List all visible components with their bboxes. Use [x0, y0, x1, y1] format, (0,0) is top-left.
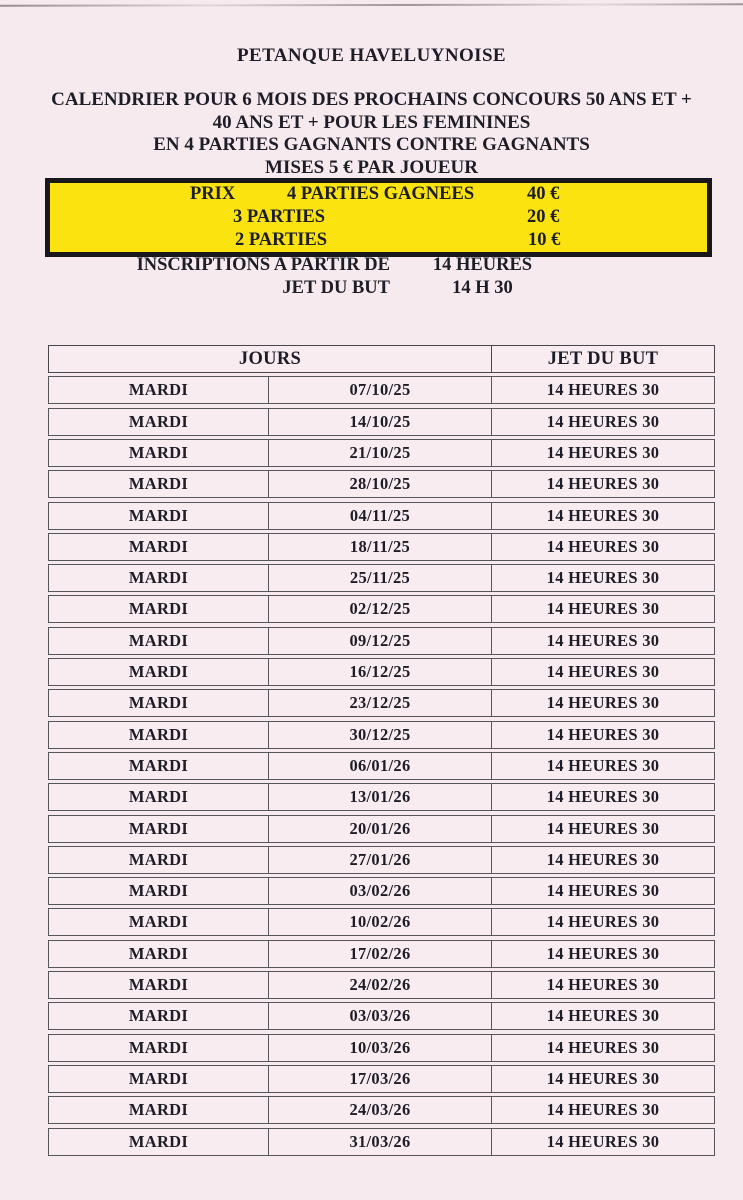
schedule-date: 23/12/25 [269, 690, 492, 716]
schedule-date: 17/03/26 [269, 1066, 492, 1092]
intro-line: 40 ANS ET + POUR LES FEMININES [212, 111, 531, 133]
table-row [48, 908, 715, 936]
prize-amount: 10 € [528, 230, 561, 250]
intro-line: MISES 5 € PAR JOUEUR [265, 156, 478, 178]
schedule-date: 10/03/26 [269, 1035, 492, 1061]
schedule-date: 21/10/25 [269, 440, 492, 466]
table-row [48, 533, 715, 561]
schedule-day: MARDI [49, 784, 269, 810]
table-row [48, 846, 715, 874]
schedule-date: 07/10/25 [269, 377, 492, 403]
table-row [48, 752, 715, 780]
schedule-day: MARDI [49, 1003, 269, 1029]
schedule-time: 14 HEURES 30 [546, 755, 660, 775]
schedule-day: MARDI [49, 377, 269, 403]
registration-value: 14 HEURES [432, 255, 533, 275]
header-jet-du-but: JET DU BUT [547, 348, 659, 369]
schedule-day: MARDI [49, 1129, 269, 1155]
prize-detail: 4 PARTIES GAGNEES [287, 184, 475, 204]
schedule-time: 14 HEURES 30 [546, 1006, 660, 1026]
table-row [48, 595, 715, 623]
schedule-time: 14 HEURES 30 [546, 599, 660, 619]
schedule-time: 14 HEURES 30 [546, 380, 660, 400]
table-row [48, 1002, 715, 1030]
schedule-day: MARDI [49, 1035, 269, 1061]
schedule-day: MARDI [49, 565, 269, 591]
schedule-date: 16/12/25 [269, 659, 492, 685]
schedule-date: 24/02/26 [269, 972, 492, 998]
table-row [48, 1034, 715, 1062]
registration-value: 14 H 30 [452, 278, 513, 298]
intro-paragraph [0, 89, 743, 179]
header-jours: JOURS [49, 346, 492, 372]
schedule-date: 14/10/25 [269, 409, 492, 435]
schedule-time: 14 HEURES 30 [546, 943, 660, 963]
schedule-day: MARDI [49, 847, 269, 873]
schedule-date: 10/02/26 [269, 909, 492, 935]
table-row [48, 439, 715, 467]
schedule-time: 14 HEURES 30 [546, 881, 660, 901]
table-row [48, 408, 715, 436]
schedule-date: 06/01/26 [269, 753, 492, 779]
table-row [48, 721, 715, 749]
page-title: PETANQUE HAVELUYNOISE [236, 45, 506, 66]
table-row [48, 1128, 715, 1156]
table-row [48, 689, 715, 717]
schedule-day: MARDI [49, 534, 269, 560]
table-row [48, 564, 715, 592]
schedule-time: 14 HEURES 30 [546, 724, 660, 744]
schedule-day: MARDI [49, 471, 269, 497]
schedule-time: 14 HEURES 30 [546, 630, 660, 650]
schedule-date: 18/11/25 [269, 534, 492, 560]
schedule-time: 14 HEURES 30 [546, 975, 660, 995]
schedule-time: 14 HEURES 30 [546, 849, 660, 869]
registration-label: INSCRIPTIONS A PARTIR DE [136, 255, 390, 275]
registration-line [45, 255, 665, 276]
registration-line [45, 278, 665, 299]
schedule-day: MARDI [49, 659, 269, 685]
schedule-day: MARDI [49, 722, 269, 748]
intro-line: CALENDRIER POUR 6 MOIS DES PROCHAINS CONCOURS 50 ANS ET + [51, 89, 692, 110]
table-row [48, 502, 715, 530]
schedule-date: 02/12/25 [269, 596, 492, 622]
schedule-day: MARDI [49, 1097, 269, 1123]
schedule-day: MARDI [49, 409, 269, 435]
schedule-time: 14 HEURES 30 [546, 787, 660, 807]
schedule-time: 14 HEURES 30 [546, 1100, 660, 1120]
intro-line: EN 4 PARTIES GAGNANTS CONTRE GAGNANTS [153, 134, 590, 156]
prize-detail: 2 PARTIES [235, 230, 328, 250]
table-row [48, 658, 715, 686]
schedule-date: 25/11/25 [269, 565, 492, 591]
schedule-day: MARDI [49, 690, 269, 716]
schedule-day: MARDI [49, 941, 269, 967]
schedule-time: 14 HEURES 30 [546, 662, 660, 682]
table-header-row [48, 345, 715, 373]
schedule-date: 27/01/26 [269, 847, 492, 873]
schedule-date: 31/03/26 [269, 1129, 492, 1155]
prize-box [45, 178, 712, 257]
schedule-day: MARDI [49, 628, 269, 654]
table-row [48, 1096, 715, 1124]
table-row [48, 940, 715, 968]
schedule-date: 20/01/26 [269, 816, 492, 842]
scan-edge-artifact [0, 3, 743, 6]
table-row [48, 971, 715, 999]
schedule-time: 14 HEURES 30 [546, 1068, 660, 1088]
schedule-date: 09/12/25 [269, 628, 492, 654]
prize-detail: 3 PARTIES [233, 207, 326, 227]
table-row [48, 470, 715, 498]
schedule-time: 14 HEURES 30 [546, 1131, 660, 1151]
schedule-day: MARDI [49, 596, 269, 622]
schedule-time: 14 HEURES 30 [546, 474, 660, 494]
schedule-day: MARDI [49, 972, 269, 998]
schedule-day: MARDI [49, 440, 269, 466]
schedule-day: MARDI [49, 878, 269, 904]
table-row [48, 1065, 715, 1093]
schedule-day: MARDI [49, 816, 269, 842]
schedule-date: 03/02/26 [269, 878, 492, 904]
table-row [48, 627, 715, 655]
schedule-day: MARDI [49, 753, 269, 779]
schedule-date: 17/02/26 [269, 941, 492, 967]
schedule-date: 30/12/25 [269, 722, 492, 748]
schedule-time: 14 HEURES 30 [546, 505, 660, 525]
schedule-day: MARDI [49, 503, 269, 529]
schedule-time: 14 HEURES 30 [546, 1037, 660, 1057]
schedule-time: 14 HEURES 30 [546, 442, 660, 462]
schedule-date: 04/11/25 [269, 503, 492, 529]
prize-label: PRIX [190, 184, 236, 204]
schedule-day: MARDI [49, 909, 269, 935]
schedule-time: 14 HEURES 30 [546, 818, 660, 838]
table-row [48, 376, 715, 404]
schedule-time: 14 HEURES 30 [546, 411, 660, 431]
schedule-date: 28/10/25 [269, 471, 492, 497]
schedule-time: 14 HEURES 30 [546, 693, 660, 713]
table-row [48, 783, 715, 811]
schedule-time: 14 HEURES 30 [546, 536, 660, 556]
registration-label: JET DU BUT [282, 278, 390, 298]
table-row [48, 815, 715, 843]
schedule-date: 24/03/26 [269, 1097, 492, 1123]
schedule-rows [48, 376, 715, 1155]
schedule-date: 13/01/26 [269, 784, 492, 810]
prize-amount: 40 € [527, 184, 560, 204]
table-row [48, 877, 715, 905]
prize-amount: 20 € [527, 207, 560, 227]
schedule-table [48, 345, 715, 1159]
schedule-date: 03/03/26 [269, 1003, 492, 1029]
schedule-day: MARDI [49, 1066, 269, 1092]
schedule-time: 14 HEURES 30 [546, 568, 660, 588]
schedule-time: 14 HEURES 30 [546, 912, 660, 932]
